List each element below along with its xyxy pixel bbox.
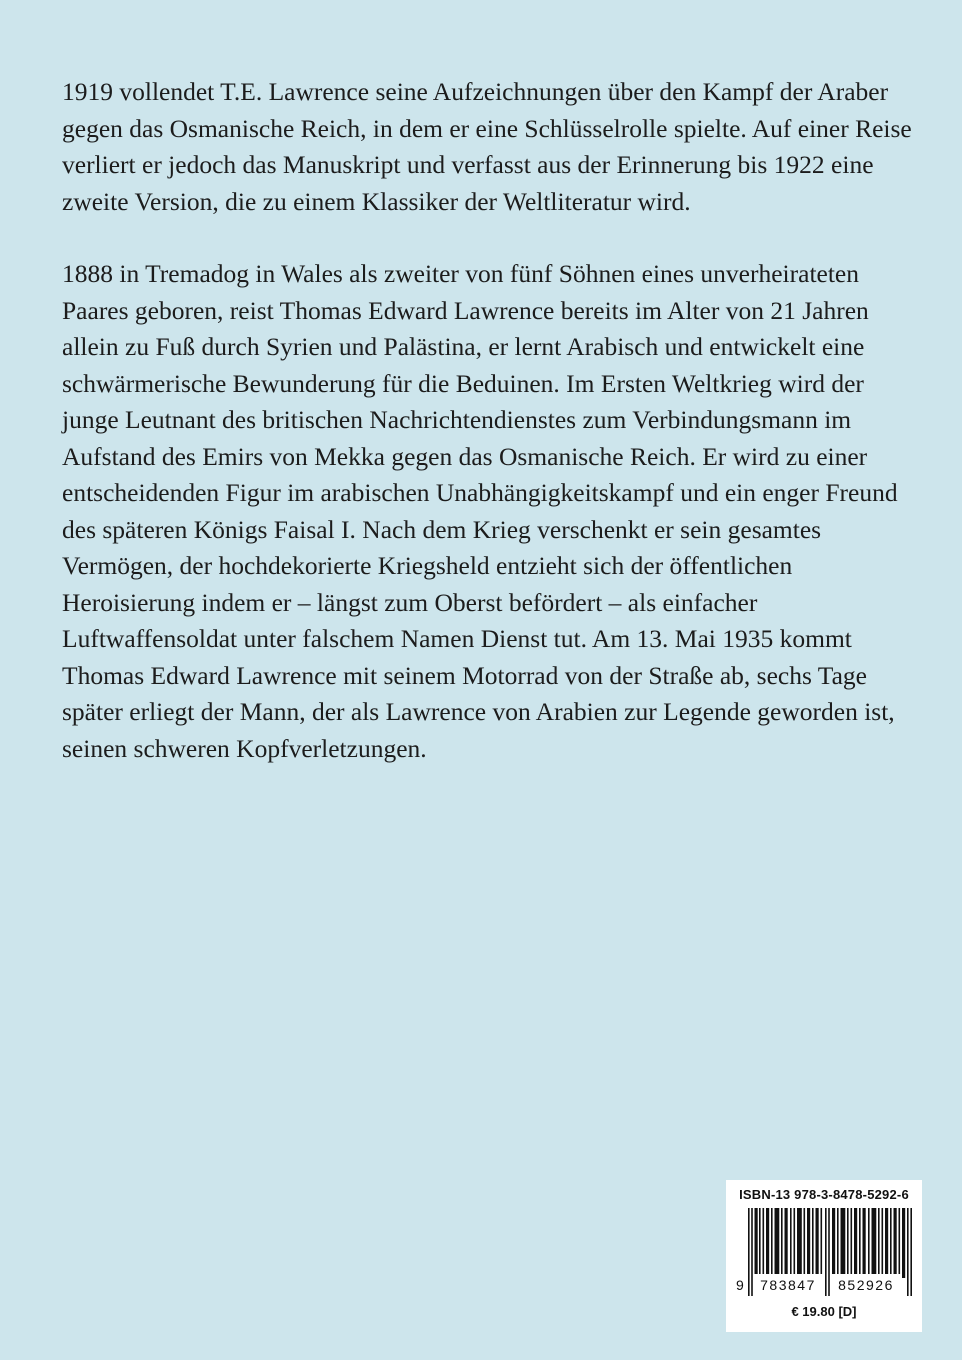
paragraph-intro: 1919 vollendet T.E. Lawrence seine Aufzeichnungen über den Kampf der Araber gegen das Osmanische Reich, in dem er eine Schlüsselrolle spielte. Auf einer Reise verliert er jedoch das Manuskript und verfasst aus der Erinnerung bis 1922 eine zweite Version, die zu einem Klassiker der Weltliteratur wird. — [62, 77, 912, 216]
price-label: € 19.80 [D] — [791, 1304, 857, 1319]
barcode-digits-right: 852926 — [830, 1274, 902, 1296]
barcode-digit-first: 9 — [736, 1277, 744, 1293]
barcode — [734, 1208, 914, 1296]
back-cover-text — [62, 74, 912, 803]
barcode-digits-left: 783847 — [753, 1274, 823, 1296]
isbn-number: ISBN-13 978-3-8478-5292-6 — [739, 1187, 909, 1202]
barcode-digits — [734, 1274, 914, 1296]
paragraph-biography: 1888 in Tremadog in Wales als zweiter von fünf Söhnen eines unverheirateten Paares geboren, reist Thomas Edward Lawrence bereits im Alter von 21 Jahren allein zu Fuß durch Syrien und Palästina, er lernt Arabisch und entwickelt eine schwärmerische Bewunderung für die Beduinen. Im Ersten Weltkrieg wird der junge Leutnant des britischen Nachrichtendienstes zum Verbindungsmann im Aufstand des Emirs von Mekka gegen das Osmanische Reich. Er wird zu einer entscheidenden Figur im arabischen Unabhängigkeitskampf und ein enger Freund des späteren Königs Faisal I. Nach dem Krieg verschenkt er sein gesamtes Vermögen, der hochdekorierte Kriegsheld entzieht sich der öffentlichen Heroisierung indem er – längst zum Oberst befördert – als einfacher Luftwaffensoldat unter falschem Namen Dienst tut. Am 13. Mai 1935 kommt Thomas Edward Lawrence mit seinem Motorrad von der Straße ab, sechs Tage später erliegt der Mann, der als Lawrence von Arabien zur Legende geworden ist, seinen schweren Kopfverletzungen. — [62, 259, 898, 763]
isbn-barcode-label — [726, 1180, 922, 1332]
